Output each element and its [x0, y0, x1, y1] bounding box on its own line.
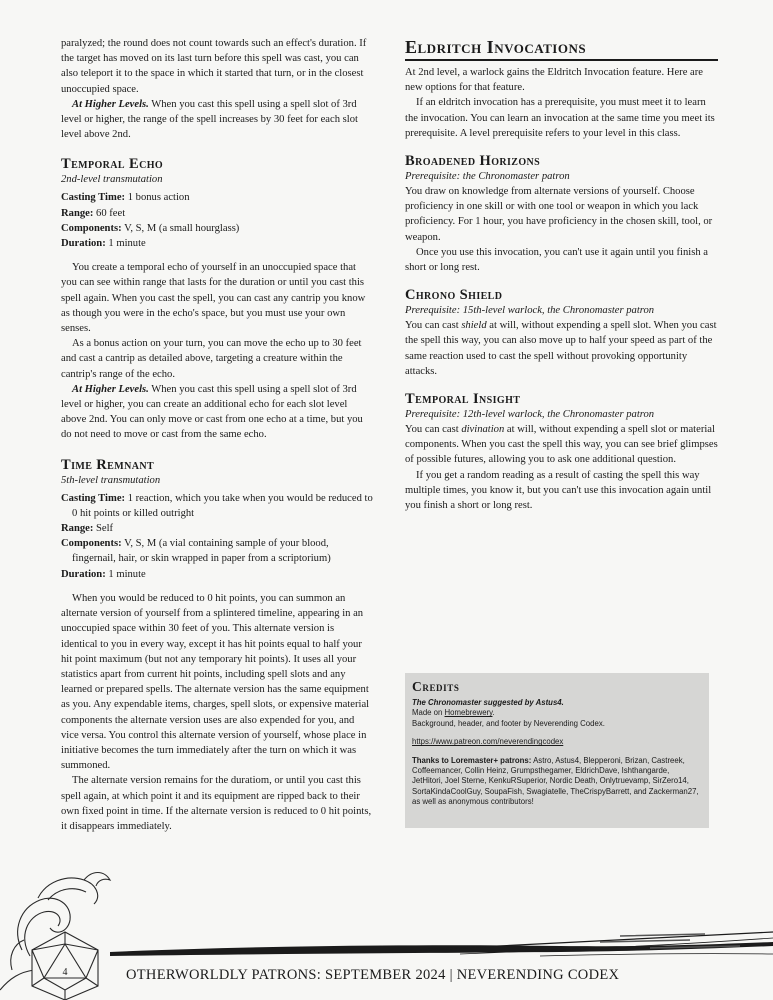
time-remnant-range: Range: Self: [61, 523, 114, 535]
credits-box: [405, 673, 709, 828]
temporal-echo-p1: You create a temporal echo of yourself in an unoccupied space that you can see within range that lasts for the duration or until you cast this spell again. When you cast the spell, you can cast any cantrip you know as though you were in the echo's space, but you must use your own senses.: [61, 262, 366, 335]
temporal-echo-title: Temporal Echo: [61, 156, 164, 173]
time-remnant-title: Time Remnant: [61, 456, 155, 473]
left-column: [61, 36, 373, 834]
intro-paragraph: paralyzed; the round does not count towards such an effect's duration. If the target has moved on its last turn before this spell was cast, you can also teleport it to the space in which it started that turn, or in the closest unoccupied space.: [61, 38, 367, 95]
intro-higher-levels: At Higher Levels. When you cast this spell using a spell slot of 3rd level or higher, the range of the spell increases by 30 feet for each slot level above 2nd.: [61, 98, 358, 141]
credits-art-by: Background, header, and footer by Neverending Codex.: [412, 718, 605, 728]
credits-thanks: Thanks to Loremaster+ patrons: Astro, Astus4, Blepperoni, Brizan, Castreek, Coffeemancer, Collin Heinz, Grumpsthegamer, EldrichDave, Ishthangarde, JetHitori, Joel Sterne, KenkuRSuperior, Nordic Death, Onlytruevamp, SirZero14, SortaKindaCoolGuy, SoupaFish, Swagiatelle, TheCrispyBarrett, and Zackerman27, as well as anonymous contributors!: [412, 755, 699, 807]
temporal-echo-casting-time: Casting Time: 1 bonus action: [61, 192, 190, 204]
time-remnant-p2: The alternate version remains for the duratiom, or until you cast this spell again, at which point it and its equipment are ripped back to their own fixed point in time. If the alternate version is reduced to 0 hit points, it disappears immediately.: [61, 775, 372, 832]
chrono-shield-prereq: Prerequisite: 15th-level warlock, the Chronomaster patron: [405, 305, 655, 317]
time-remnant-components: Components: V, S, M (a vial containing sample of your blood, fingernail, hair, or skin wrapped in paper from a scriptorium): [61, 538, 331, 565]
temporal-echo-range: Range: 60 feet: [61, 207, 126, 219]
chrono-shield-title: Chrono Shield: [405, 287, 503, 304]
temporal-echo-components: Components: V, S, M (a small hourglass): [61, 222, 240, 234]
d20-dice-icon: [32, 932, 98, 1000]
broadened-horizons-title: Broadened Horizons: [405, 153, 541, 170]
temporal-insight-p1: You can cast divination at will, without expending a spell slot or material components. When you cast the spell this way, you can see brief glimpses of possible futures, allowing you to ask one additional question.: [405, 424, 718, 466]
broadened-horizons-prereq: Prerequisite: the Chronomaster patron: [405, 171, 570, 183]
temporal-insight-title: Temporal Insight: [405, 391, 521, 408]
broadened-horizons-p2: Once you use this invocation, you can't use it again until you finish a short or long rest.: [405, 246, 709, 274]
eldritch-invocations-heading: Eldritch Invocations: [405, 36, 718, 61]
broadened-horizons-p1: You draw on knowledge from alternate versions of yourself. Choose proficiency in one skill or with one tool or weapon in which you lack proficiency. For 1 hour, you have proficiency in the chosen skill, tool, or weapon.: [405, 186, 713, 243]
right-column: [405, 36, 718, 513]
temporal-insight-prereq: Prerequisite: 12th-level warlock, the Chronomaster patron: [405, 409, 655, 421]
temporal-insight-p2: If you get a random reading as a result of casting the spell this way multiple times, you know it, but you can't use this invocation again until you finish a short or long rest.: [405, 469, 712, 512]
temporal-echo-higher-levels: At Higher Levels. When you cast this spell using a spell slot of 3rd level or higher, you can create an additional echo for each slot level above 2nd. You can only move or cast from one echo at a time, but you do not need to move or cast from the same echo.: [61, 383, 363, 441]
credits-title: Credits: [412, 679, 460, 694]
footer-title: OTHERWORLDLY PATRONS: SEPTEMBER 2024 | NEVERENDING CODEX: [126, 967, 620, 983]
chrono-shield-p1: You can cast shield at will, without expending a spell slot. When you cast the spell this way, you can also move up to half your speed as part of the same reaction used to cast the spell without provoking opportunity attacks.: [405, 320, 717, 377]
temporal-echo-duration: Duration: 1 minute: [61, 238, 146, 250]
time-remnant-casting-time: Casting Time: 1 reaction, which you take when you would be reduced to 0 hit points or killed outright: [61, 492, 373, 519]
credits-made-on: Made on Homebrewery.: [412, 708, 495, 718]
temporal-echo-p2: As a bonus action on your turn, you can move the echo up to 30 feet and cast a cantrip as detailed above, targeting a creature within the cantrip's range of the echo.: [61, 338, 362, 380]
temporal-echo-subtitle: 2nd-level transmutation: [61, 174, 163, 186]
page-number: 4: [62, 967, 68, 978]
patreon-link[interactable]: https://www.patreon.com/neverendingcodex: [412, 737, 564, 747]
invocations-p2: If an eldritch invocation has a prerequisite, you must meet it to learn the invocation. You can learn an invocation at the same time you meet its prerequisite. A level prerequisite refers to your level in this class.: [405, 97, 715, 139]
time-remnant-duration: Duration: 1 minute: [61, 568, 146, 580]
invocations-p1: At 2nd level, a warlock gains the Eldritch Invocation feature. Here are new options for that feature.: [405, 67, 703, 94]
homebrewery-link[interactable]: Homebrewery: [444, 708, 493, 718]
credits-suggested-by: The Chronomaster suggested by Astus4.: [412, 698, 564, 707]
time-remnant-p1: When you would be reduced to 0 hit points, you can summon an alternate version of yourself from a splintered timeline, appearing in an unoccupied space within 30 feet of you. This alternate version is identical to you in every way, except it has hit points equal to half your hit point maximum (but not any temporary hit points). It uses all your statistics apart from current hit points, including spell slots and any learned or prepared spells. The alternate version has the same equipment as you. Any expendable items, charges, spell slots, or expensive material components the alternate version uses are also expended for you, and vice versa. You control this alternate version of yourself, whose place in initiative becomes the turn immediately after the turn on which it was summoned.: [61, 592, 370, 772]
time-remnant-subtitle: 5th-level transmutation: [61, 474, 161, 486]
